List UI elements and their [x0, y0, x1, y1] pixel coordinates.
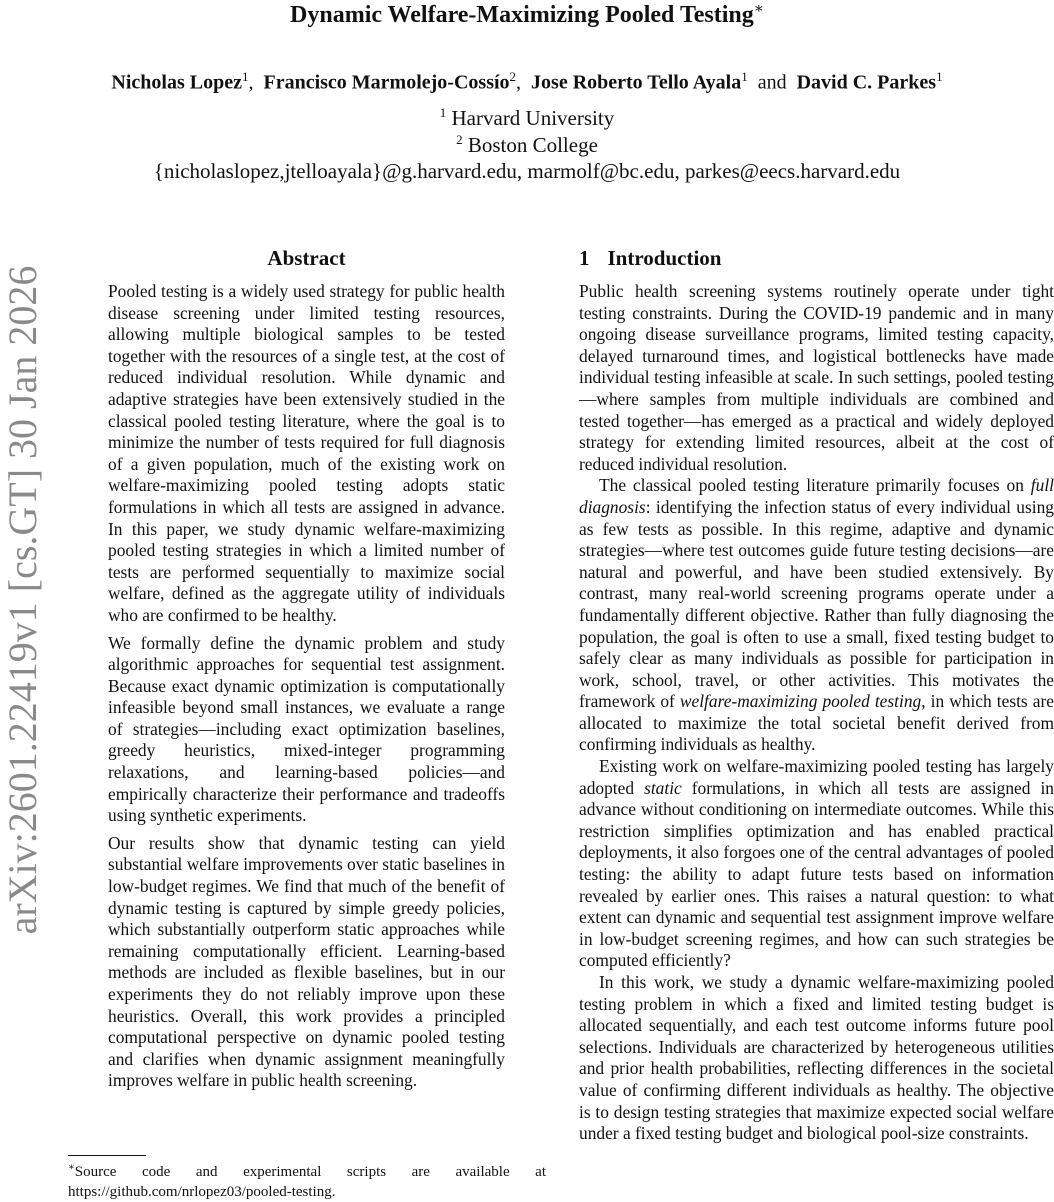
author-name: Nicholas Lopez — [111, 71, 242, 94]
footnote-rule — [68, 1155, 146, 1156]
author-name: Francisco Marmolejo-Cossío — [263, 71, 510, 94]
abstract-column — [108, 243, 505, 1098]
affiliation: $^2$ Boston College — [456, 132, 598, 157]
paper-title: Dynamic Welfare-Maximizing Pooled Testing∗ — [290, 1, 764, 28]
author-name: Jose Roberto Tello Ayala — [531, 71, 742, 94]
introduction-column — [579, 243, 1054, 1145]
intro-paragraph: In this work, we study a dynamic welfare-maximizing pooled testing problem in which a fixed and limited testing budget is allocated sequentially, and each test outcome informs future pool selections. Individuals are characterized by heterogeneous utilities and prior health probabilities, reflecting differences in the societal value of confirming different individuals as healthy. The objective is to design testing strategies that maximize expected social welfare under a fixed testing budget and biological pool-size constraints. — [579, 972, 1054, 1144]
author-emails: {nicholaslopez,jtelloayala}@g.harvard.edu, marmolf@bc.edu, parkes@eecs.harvard.edu — [153, 159, 901, 183]
title-footnote-mark: ∗ — [753, 1, 764, 17]
abstract-paragraph: Pooled testing is a widely used strategy for public health disease screening under limited testing resources, allowing multiple biological samples to be tested together with the resources of a single test, at the cost of reduced individual resolution. While dynamic and adaptive strategies have been extensively studied in the classical pooled testing literature, where the goal is to minimize the number of tests required for full diagnosis of a given population, much of the existing work on welfare-maximizing pooled testing adopts static formulations in which all tests are assigned in advance. In this paper, we study dynamic welfare-maximizing pooled testing strategies in which a limited number of tests are performed sequentially to maximize social welfare, defined as the aggregate utility of individuals who are confirmed to be healthy. — [108, 281, 505, 625]
abstract-paragraph: Our results show that dynamic testing can yield substantial welfare improvements over static baselines in low-budget regimes. We find that much of the benefit of dynamic testing is captured by simple greedy policies, which substantially outperform static approaches while remaining computationally efficient. Learning-based methods are included as flexible baselines, but in our experiments they do not reliably improve upon these heuristics. Overall, this work provides a principled computational perspective on dynamic pooled testing and clarifies when dynamic assignment meaningfully improves welfare in public health screening. — [108, 832, 505, 1091]
intro-paragraph: Public health screening systems routinely operate under tight testing constraints. During the COVID-19 pandemic and in many ongoing disease surveillance programs, limited testing capacity, delayed turnaround times, and logistical bottlenecks have made individual testing infeasible at scale. In such settings, pooled testing—where samples from multiple individuals are combined and tested together—has emerged as a practical and widely deployed strategy for extending limited resources, albeit at the cost of reduced individual resolution. — [579, 281, 1054, 474]
arxiv-identifier: arXiv:2601.22419v1 [cs.GT] 30 Jan 2026 — [0, 265, 45, 935]
abstract-heading: Abstract — [267, 246, 346, 270]
intro-paragraph: The classical pooled testing literature primarily focuses on full diagnosis: identifying the infection status of every individual using as few tests as possible. In this regime, adaptive and dynamic strategies—where test outcomes guide future testing decisions—are natural and powerful, and have been studied extensively. By contrast, many real-world screening programs operate under a fundamentally different objective. Rather than fully diagnosing the population, the goal is often to use a small, fixed testing budget to safely clear as many individuals as possible for participation in work, school, travel, or other activities. This motivates the framework of welfare-maximizing pooled testing, in which tests are allocated to maximize the total societal benefit derived from confirming individuals as healthy. — [579, 475, 1054, 755]
author-name: David C. Parkes — [796, 71, 937, 94]
section-heading: 1 Introduction — [579, 246, 722, 270]
intro-paragraph: Existing work on welfare-maximizing pooled testing has largely adopted static formulations, in which all tests are assigned in advance without conditioning on intermediate outcomes. While this restriction simplifies optimization and has enabled practical deployments, it also forgoes one of the central advantages of pooled testing: the ability to adapt future tests based on information revealed by earlier ones. This raises a natural question: to what extent can dynamic and sequential test assignment improve welfare in low-budget screening regimes, and how can such strategies be computed efficiently? — [579, 756, 1054, 971]
footnote: ∗Source code and experimental scripts are available at https://github.com/nrlopez03/pooled-testing. — [68, 1162, 546, 1200]
affiliation: $^1$ Harvard University — [439, 105, 615, 130]
author-list: Nicholas Lopez$^1$, Francisco Marmolejo-Cossío$^2$, Jose Roberto Tello Ayala$^1$ and David C. Parkes$^1$ — [111, 69, 943, 94]
abstract-paragraph: We formally define the dynamic problem and study algorithmic approaches for sequential test assignment. Because exact dynamic optimization is computationally infeasible beyond small instances, we evaluate a range of strategies—including exact optimization baselines, greedy heuristics, mixed-integer programming relaxations, and learning-based policies—and empirically characterize their performance and tradeoffs using synthetic experiments. — [108, 632, 505, 826]
